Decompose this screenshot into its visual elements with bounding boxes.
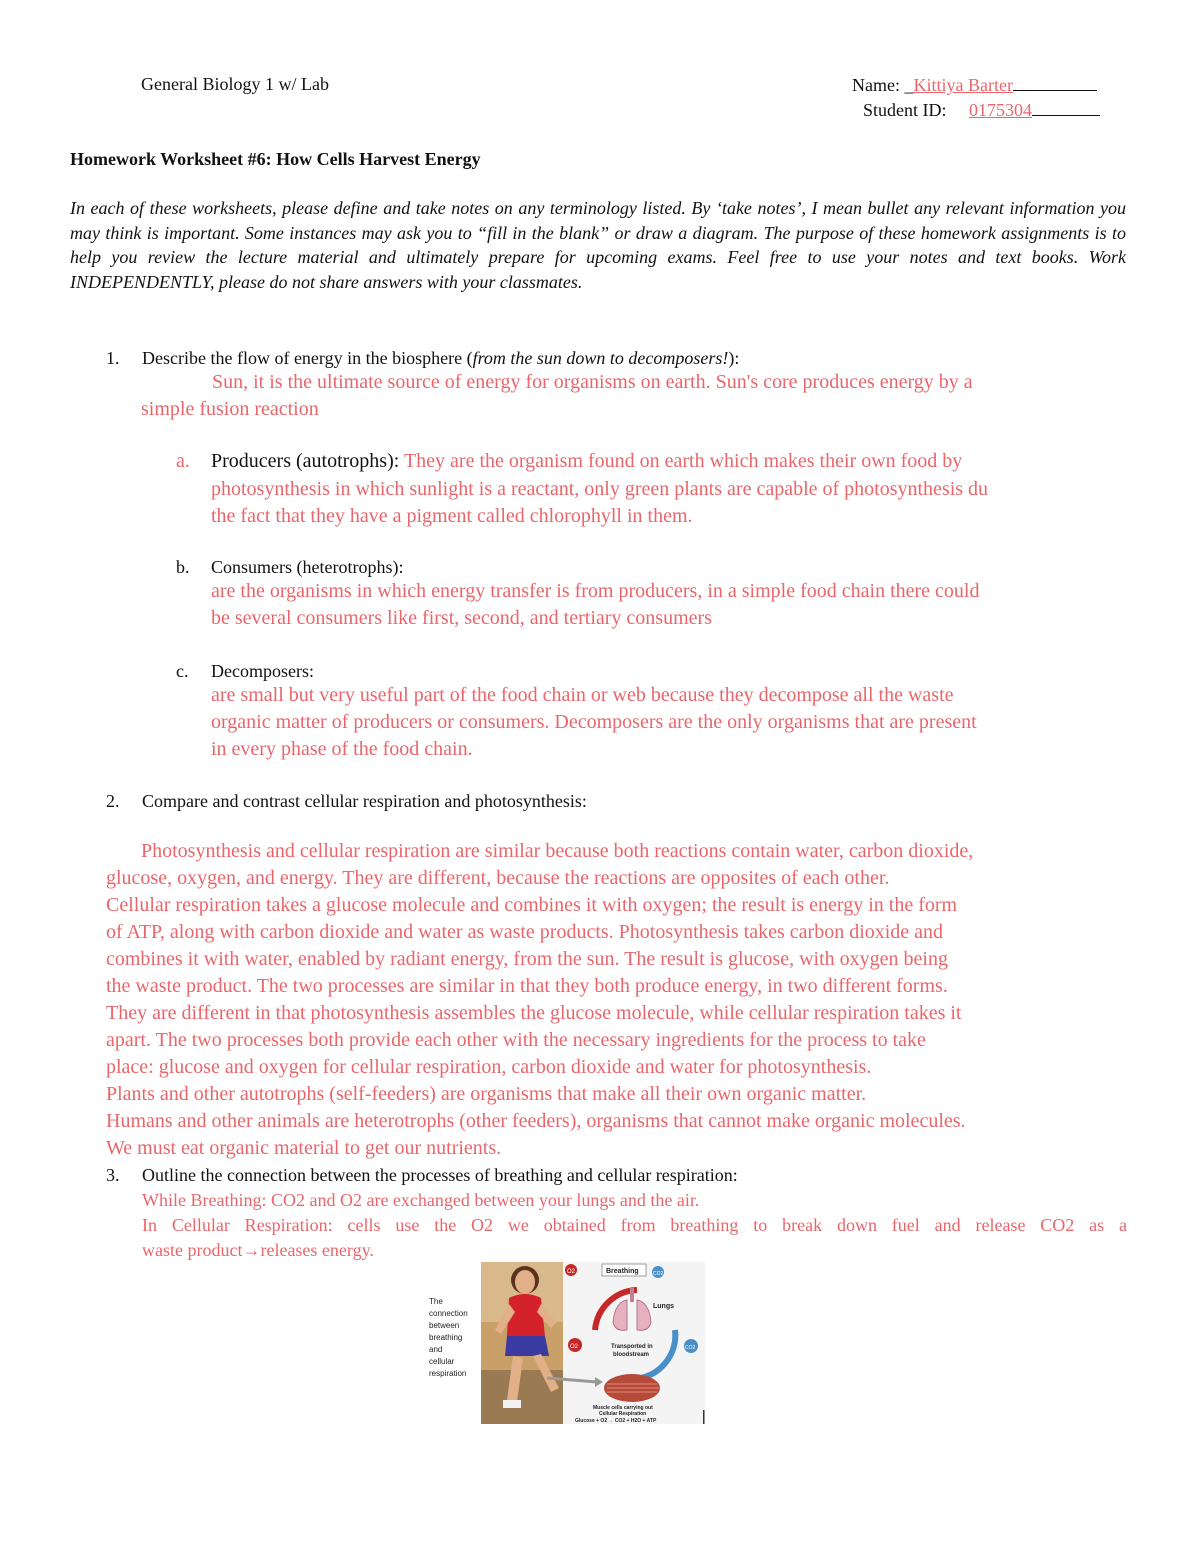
q1a-letter: a. [176,450,190,472]
worksheet-title: Homework Worksheet #6: How Cells Harvest Energy [70,149,481,169]
arrow-right-icon: → [242,1240,261,1260]
q1a-label: Producers (autotrophs): [211,450,404,472]
q1c-label: Decomposers: [211,661,314,681]
q1a-answer-line: the fact that they have a pigment called chlorophyll in them. [211,505,693,527]
q2-answer-line: Cellular respiration takes a glucose molecule and combines it with oxygen; the result is energy in the form [106,894,958,916]
svg-text:respiration: respiration [429,1369,467,1378]
svg-text:O2: O2 [567,1269,576,1275]
svg-text:breathing: breathing [429,1333,463,1342]
q2-answer-line: apart. The two processes both provide each other with the necessary ingredients for the process to take [106,1029,926,1051]
q1a-item [211,448,962,475]
q2-answer-line: of ATP, along with carbon dioxide and water as waste products. Photosynthesis takes carbon dioxide and [106,921,944,943]
q2-number: 2. [106,791,120,811]
q1-number: 1. [106,348,120,368]
name-field [852,72,1097,97]
q2-answer-line: Humans and other animals are heterotrophs (other feeders), organisms that cannot make organic molecules. [106,1110,966,1132]
q2-answer-line: the waste product. The two processes are similar in that they both produce energy, in two different forms. [106,975,948,997]
svg-text:The: The [429,1297,443,1306]
muscle-tissue-icon [604,1374,660,1402]
svg-text:connection: connection [429,1309,468,1318]
figure-illustration [427,1260,707,1426]
q1b-answer-line: are the organisms in which energy transfer is from producers, in a simple food chain there could [211,580,980,602]
q2-answer-line: place: glucose and oxygen for cellular respiration, carbon dioxide and water for photosynthesis. [106,1056,872,1078]
q3-answer-line: waste product→releases energy. [142,1240,374,1260]
q1a-answer-line: photosynthesis in which sunlight is a reactant, only green plants are capable of photosynthesis du [211,478,989,500]
q1c-answer-line: organic matter of producers or consumers. Decomposers are the only organisms that are present [211,711,977,733]
q3-number: 3. [106,1165,120,1185]
instructions-paragraph: In each of these worksheets, please define and take notes on any terminology listed. By ‘take notes’, I mean bullet any relevant information you may think is important. Some instances may ask you to “fill in the blank” or draw a diagram. The purpose of these homework assignments is to help you review the lecture material and ultimately prepare for upcoming exams. Feel free to use your notes and text books. Work INDEPENDENTLY, please do not share answers with your classmates. [70,198,1126,292]
svg-text:CO2: CO2 [685,1345,696,1351]
breathing-respiration-figure [427,1260,707,1426]
q1b-answer-line: be several consumers like first, second, and tertiary consumers [211,607,712,629]
svg-text:CO2: CO2 [653,1271,664,1277]
q1-answer-line: Sun, it is the ultimate source of energy for organisms on earth. Sun's core produces energy by a [212,371,973,393]
q2-answer-line: glucose, oxygen, and energy. They are different, because the reactions are opposites of each other. [106,867,890,889]
breathing-label: Breathing [606,1268,639,1275]
q1-answer-line: simple fusion reaction [141,398,319,420]
student-id-value: 0175304 [969,100,1032,120]
q2-answer-line: Plants and other autotrophs (self-feeders) are organisms that make all their own organic matter. [106,1083,867,1105]
figure-caption [429,1297,468,1378]
q2-answer-line: combines it with water, enabled by radiant energy, from the sun. The result is glucose, with oxygen being [106,948,948,970]
q3-prompt: Outline the connection between the processes of breathing and cellular respiration: [142,1165,738,1185]
q1b-letter: b. [176,557,190,577]
lungs-label: Lungs [653,1303,674,1310]
q1c-letter: c. [176,661,189,681]
name-label: Name: _ [852,75,914,95]
student-id-label: Student ID: [863,100,947,120]
q3-answer-line: While Breathing: CO2 and O2 are exchanged between your lungs and the air. [142,1190,700,1210]
muscle-caption: Muscle cells carrying out [593,1405,653,1411]
transport-label: bloodstream [613,1352,650,1358]
student-id-field [863,97,1100,122]
q2-prompt: Compare and contrast cellular respiration and photosynthesis: [142,791,587,811]
equation-label: Glucose + O2 → CO2 + H2O + ATP [575,1418,657,1424]
q1c-answer-line: in every phase of the food chain. [211,738,473,760]
svg-text:cellular: cellular [429,1357,455,1366]
q1-prompt: Describe the flow of energy in the biosphere (from the sun down to decomposers!): [142,348,740,368]
transport-label: Transported in [611,1344,653,1350]
muscle-caption: Cellular Respiration [599,1411,647,1417]
svg-text:O2: O2 [570,1344,579,1350]
course-title: General Biology 1 w/ Lab [141,74,329,94]
q2-answer-line: We must eat organic material to get our nutrients. [106,1137,502,1159]
q2-answer-line: Photosynthesis and cellular respiration are similar because both reactions contain water, carbon dioxide, [141,840,974,862]
q3-answer-line: In Cellular Respiration: cells use the O2 we obtained from breathing to break down fuel and release CO2 as a [142,1215,1127,1235]
q1c-answer-line: are small but very useful part of the food chain or web because they decompose all the waste [211,684,954,706]
q1b-label: Consumers (heterotrophs): [211,557,404,577]
q2-answer-line: They are different in that photosynthesis assembles the glucose molecule, while cellular respiration takes it [106,1002,962,1024]
svg-text:between: between [429,1321,460,1330]
svg-text:and: and [429,1345,443,1354]
q1a-answer: They are the organism found on earth which makes their own food by [403,450,963,472]
student-name: Kittiya Barter [913,75,1013,95]
